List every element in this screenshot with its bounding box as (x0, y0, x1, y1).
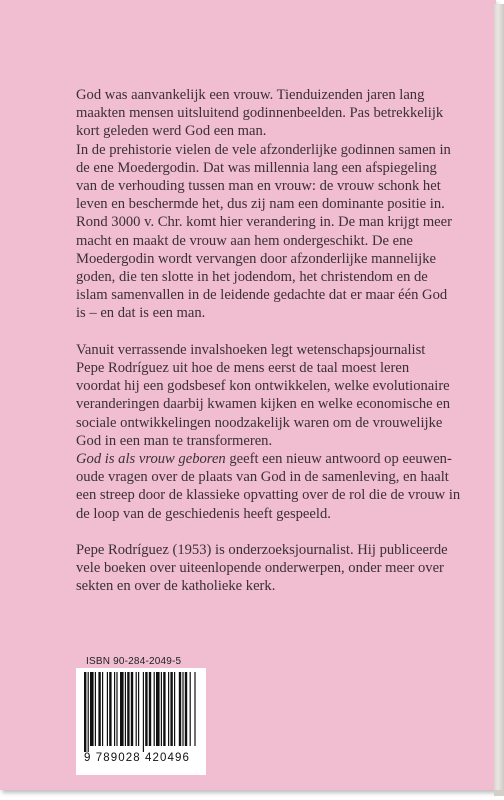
barcode-bar (163, 672, 165, 746)
barcode-bar (170, 672, 172, 746)
barcode-bar (98, 672, 100, 746)
text-line: In de prehistorie vielen de vele afzonderlijke godinnen samen in (76, 141, 451, 158)
barcode-bar (161, 672, 162, 746)
barcode-bar (90, 672, 94, 746)
barcode-bar (168, 672, 169, 746)
text-line: macht en maakt de vrouw aan hem ondergeschikt. De ene (76, 232, 413, 249)
text-line: maakten mensen uitsluitend godinnenbeelden. Pas betrekkelijk (76, 105, 444, 122)
barcode-bar (185, 672, 187, 746)
blurb-paragraph-4 (76, 450, 482, 523)
text-line: een streep door de klassieke opvatting over de rol die de vrouw in (76, 487, 461, 504)
barcode-bar (116, 672, 117, 746)
text-line: kort geleden werd God een man. (76, 123, 267, 140)
barcode-bar (190, 672, 191, 746)
barcode-bar (131, 672, 133, 746)
barcode-bar (88, 672, 89, 752)
blurb-paragraph-2 (76, 141, 482, 323)
text-line: de ene Moedergodin. Dat was millennia lang een afspiegeling (76, 159, 437, 176)
barcode-bar (114, 672, 115, 746)
barcode-bar (138, 672, 139, 746)
barcode-bar (136, 672, 137, 746)
book-title-italic: God is als vrouw geboren (76, 451, 226, 468)
text-line: oude vragen over de plaats van God in de samenleving, en haalt (76, 469, 449, 486)
barcode-bars-icon (84, 672, 198, 752)
barcode-bar (120, 672, 124, 746)
text-line: Vanuit verrassende invalshoeken legt wetenschapsjournalist (76, 341, 426, 358)
text-line: Moedergodin wordt vervangen door afzonderlijke mannelijke (76, 250, 436, 267)
barcode-bar (125, 672, 126, 746)
text-line (76, 450, 482, 468)
text-line: Pepe Rodríguez (1953) is onderzoeksjournalist. Hij publiceerde (76, 542, 448, 559)
author-bio (76, 541, 482, 596)
blurb-paragraph-1 (76, 86, 482, 141)
page-edge (494, 4, 504, 796)
barcode-bar (143, 672, 144, 752)
barcode-bar (182, 672, 183, 746)
barcode-bar (156, 672, 160, 746)
text-line: Rond 3000 v. Chr. komt hier verandering in. De man krijgt meer (76, 214, 452, 231)
text-line: islam samenvallen in de leidende gedachte dat er maar één God (76, 287, 448, 304)
barcode-bar (127, 672, 129, 746)
text-line: sekten en over de katholieke kerk. (76, 578, 276, 595)
blurb-paragraph-3 (76, 341, 482, 450)
text-line: leven en beschermde het, dus zij nam een dominante positie in. (76, 196, 445, 213)
barcode-bar (179, 672, 181, 746)
text-line: van de verhouding tussen man en vrouw: de vrouw schonk het (76, 178, 441, 195)
text-line: de loop van de geschiedenis heeft gespeeld. (76, 505, 331, 522)
barcode-bar (154, 672, 155, 746)
barcode-bar (109, 672, 111, 746)
text-fragment: geeft een nieuw antwoord op eeuwen- (225, 451, 452, 468)
barcode-bar (102, 672, 103, 746)
barcode-bar (149, 672, 151, 746)
text-line: sociale ontwikkelingen noodzakelijk waren om de vrouwelijke (76, 414, 443, 431)
text-line: Pepe Rodríguez uit hoe de mens eerst de taal moest leren (76, 360, 410, 377)
barcode-bar (145, 672, 147, 746)
text-line: God was aanvankelijk een vrouw. Tienduizenden jaren lang (76, 87, 425, 103)
barcode-bar (95, 672, 96, 746)
barcode-bar (174, 672, 175, 746)
text-line: veranderingen daarbij kwamen kijken en welke economische en (76, 396, 451, 413)
barcode-bar (194, 672, 195, 746)
text-line: vele boeken over uiteenlopende onderwerpen, onder meer over (76, 560, 444, 577)
barcode-bar (84, 672, 86, 752)
blurb-text (76, 86, 482, 596)
text-line: is – en dat is een man. (76, 305, 206, 322)
text-line: God in een man te transformeren. (76, 432, 273, 449)
text-line: goden, die ten slotte in het jodendom, het christendom en de (76, 269, 428, 286)
barcode (76, 668, 206, 775)
barcode-digits: 9 789028 420496 (84, 752, 191, 764)
text-line: voordat hij een godsbesef kon ontwikkelen, welke evolutionaire (76, 378, 450, 395)
barcode-bar (107, 672, 108, 746)
isbn-label: ISBN 90-284-2049-5 (86, 656, 182, 667)
